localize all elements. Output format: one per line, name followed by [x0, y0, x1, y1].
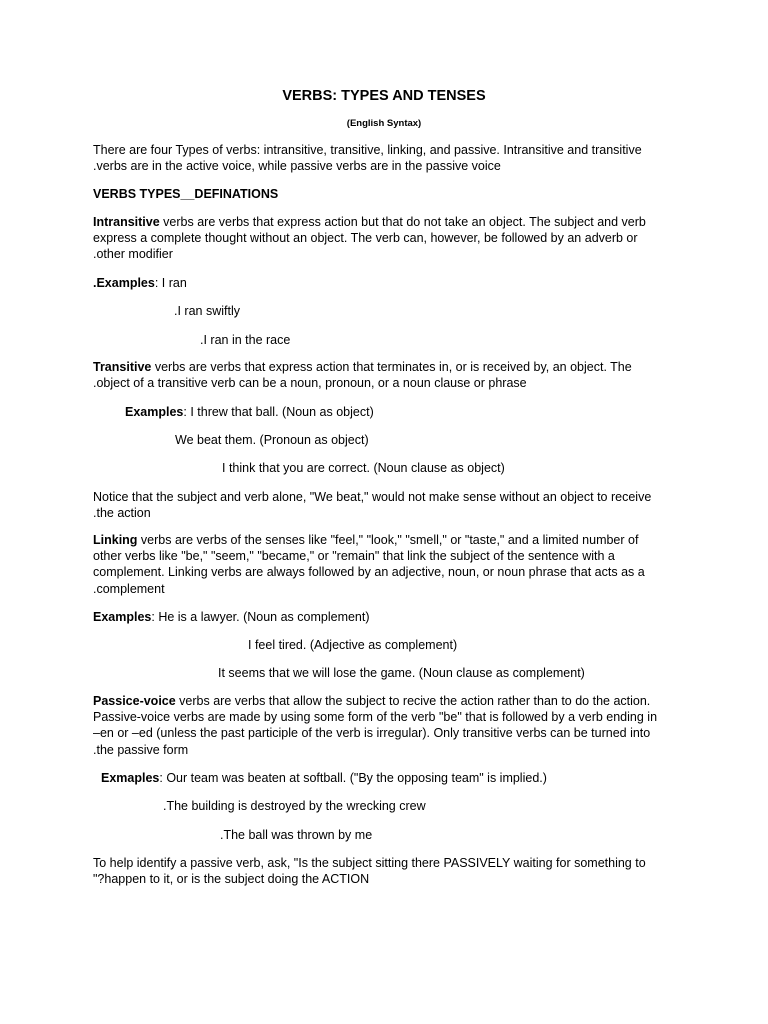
passive-line: Passive-voice verbs are made by using some form of the verb "be" that is followed by a verb ending in	[93, 710, 658, 725]
intro-line: .verbs are in the active voice, while passive verbs are in the passive voice	[93, 159, 501, 174]
examples-label: Examples	[125, 405, 184, 419]
passive-text: verbs are verbs that allow the subject to recive the action rather than to do the action.	[175, 694, 651, 708]
passive-line: .the passive form	[93, 742, 189, 757]
transitive-example-3: I think that you are correct. (Noun clause as object)	[222, 461, 505, 475]
notice-line: Notice that the subject and verb alone, "We beat," would not make sense without an object to receive	[93, 490, 652, 504]
linking-term: Linking	[93, 533, 138, 547]
section-heading: VERBS TYPES__DEFINATIONS	[93, 187, 279, 201]
intransitive-line: express a complete thought without an object. The verb can, however, be followed by an adverb or	[93, 231, 638, 246]
transitive-example-1	[125, 404, 374, 420]
intransitive-paragraph	[93, 214, 693, 263]
examples-label: Exmaples	[101, 771, 160, 785]
notice-line: .the action	[93, 506, 151, 521]
passive-example-2: .The building is destroyed by the wrecking crew	[163, 799, 426, 813]
linking-line: other verbs like "be," "seem," "became," or "remain" that link the subject of the sentence with a	[93, 549, 615, 564]
intransitive-line: .other modifier	[93, 247, 173, 262]
intro-line: There are four Types of verbs: intransitive, transitive, linking, and passive. Intransitive and transitive	[93, 143, 642, 157]
notice-paragraph	[93, 489, 693, 521]
page-title: VERBS: TYPES AND TENSES	[282, 88, 486, 104]
linking-example-2: I feel tired. (Adjective as complement)	[248, 638, 458, 652]
example-text: : I ran	[154, 276, 187, 290]
linking-line: complement. Linking verbs are always followed by an adjective, noun, or noun phrase that acts as a	[93, 565, 645, 580]
passive-paragraph	[93, 693, 693, 758]
intransitive-term: Intransitive	[93, 215, 160, 229]
linking-line	[93, 532, 693, 548]
closing-paragraph	[93, 855, 693, 887]
linking-example-1	[93, 609, 370, 625]
intransitive-example-2: .I ran swiftly	[174, 304, 240, 318]
linking-paragraph	[93, 532, 693, 597]
linking-text: verbs are verbs of the senses like "feel," "look," "smell," or "taste," and a limited number of	[137, 533, 639, 547]
transitive-line	[93, 359, 693, 375]
example-text: : Our team was beaten at softball. ("By the opposing team" is implied.)	[159, 771, 547, 785]
passive-line	[93, 693, 693, 709]
transitive-text: verbs are verbs that express action that terminates in, or is received by, an object. The	[151, 360, 632, 374]
intransitive-text: verbs are verbs that express action but that do not take an object. The subject and verb	[159, 215, 646, 229]
intransitive-example-1	[93, 275, 187, 291]
passive-example-3: .The ball was thrown by me	[220, 828, 373, 842]
closing-line: "?happen to it, or is the subject doing the ACTION	[93, 872, 370, 887]
examples-label: Examples	[93, 610, 152, 624]
transitive-paragraph	[93, 359, 693, 391]
passive-line: –en or –ed (unless the past participle of the verb is irregular). Only transitive verbs can be turned into	[93, 726, 651, 741]
passive-term: Passice-voice	[93, 694, 176, 708]
page-subtitle: (English Syntax)	[346, 118, 422, 129]
closing-line: To help identify a passive verb, ask, "Is the subject sitting there PASSIVELY waiting for something to	[93, 856, 646, 870]
intransitive-example-3: .I ran in the race	[200, 333, 291, 347]
transitive-example-2: We beat them. (Pronoun as object)	[175, 433, 369, 447]
example-text: : I threw that ball. (Noun as object)	[183, 405, 374, 419]
passive-example-1	[101, 770, 547, 786]
transitive-line: .object of a transitive verb can be a noun, pronoun, or a noun clause or phrase	[93, 376, 527, 391]
intro-paragraph	[93, 142, 693, 174]
examples-label: .Examples	[93, 276, 155, 290]
transitive-term: Transitive	[93, 360, 152, 374]
linking-example-3: It seems that we will lose the game. (Noun clause as complement)	[218, 666, 585, 680]
example-text: : He is a lawyer. (Noun as complement)	[151, 610, 370, 624]
linking-line: .complement	[93, 581, 165, 596]
intransitive-line	[93, 214, 693, 230]
